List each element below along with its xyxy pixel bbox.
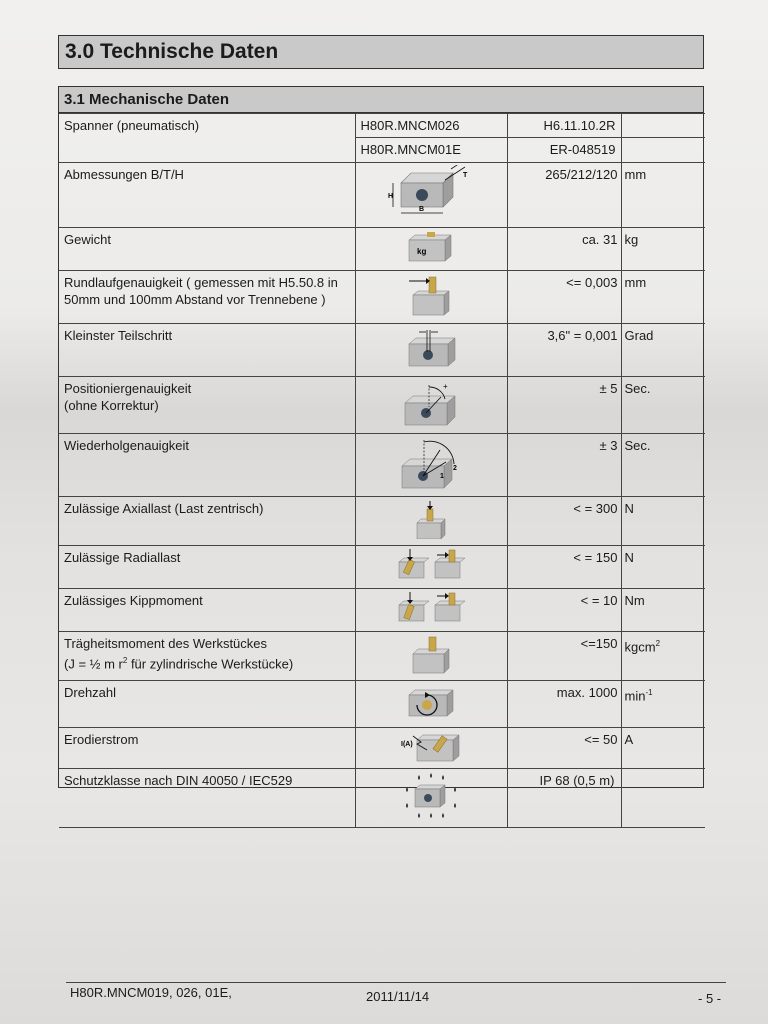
- spec-label: Zulässige Axiallast (Last zentrisch): [59, 497, 355, 546]
- spec-label: Positioniergenauigkeit (ohne Korrektur): [59, 377, 355, 434]
- header-row-1: [59, 114, 705, 138]
- subsection-title: 3.1 Mechanische Daten: [59, 87, 703, 113]
- spec-value: < = 300: [507, 497, 621, 546]
- spec-row: [59, 228, 705, 271]
- dim-h-label: H: [388, 193, 394, 200]
- spec-value: max. 1000: [507, 681, 621, 728]
- eroding-current-icon: [399, 730, 463, 762]
- page-number: - 5 -: [698, 991, 722, 1006]
- mechanical-data-table: [58, 86, 704, 788]
- spec-value: <=150: [507, 632, 621, 681]
- article-code: ER-048519: [507, 138, 621, 163]
- spec-row: [59, 589, 705, 632]
- spec-value: 3,6" = 0,001: [507, 324, 621, 377]
- spec-unit: mm: [621, 271, 705, 324]
- spec-label: Abmessungen B/T/H: [59, 163, 355, 228]
- spec-row: [59, 377, 705, 434]
- repeat-1-label: 1: [440, 473, 444, 480]
- protection-class-icon: [399, 771, 463, 821]
- spec-value: ± 3: [507, 434, 621, 497]
- spec-label: Kleinster Teilschritt: [59, 324, 355, 377]
- inertia-icon: [409, 634, 453, 674]
- spec-value: < = 10: [507, 589, 621, 632]
- section-title: 3.0 Technische Daten: [58, 35, 704, 69]
- model-number: H80R.MNCM01E: [355, 138, 507, 163]
- model-number: H80R.MNCM026: [355, 114, 507, 138]
- spec-label: Erodierstrom: [59, 728, 355, 769]
- spec-unit: A: [621, 728, 705, 769]
- spec-value: ± 5: [507, 377, 621, 434]
- spec-value: < = 150: [507, 546, 621, 589]
- spec-value: IP 68 (0,5 m): [507, 769, 621, 828]
- spec-label: Zulässige Radiallast: [59, 546, 355, 589]
- eroding-current-label: I(A): [401, 741, 413, 748]
- spec-unit: N: [621, 546, 705, 589]
- spec-unit: kgcm$^2$: [621, 632, 705, 681]
- spec-row: [59, 163, 705, 228]
- spec-label: Rundlaufgenauigkeit ( gemessen mit H5.50.8 in 50mm und 100mm Abstand vor Trennebene ): [59, 271, 355, 324]
- dim-b-label: B: [419, 206, 425, 213]
- spec-value: 265/212/120: [507, 163, 621, 228]
- spec-row: [59, 434, 705, 497]
- footer-date: 2011/11/14: [366, 989, 430, 1004]
- spec-label: Drehzahl: [59, 681, 355, 728]
- spec-label: Wiederholgenauigkeit: [59, 434, 355, 497]
- weight-icon: [401, 230, 461, 264]
- spec-row: [59, 632, 705, 681]
- spec-unit: kg: [621, 228, 705, 271]
- repeat-2-label: 2: [453, 465, 457, 472]
- spec-unit: Grad: [621, 324, 705, 377]
- dim-t-label: T: [463, 172, 468, 179]
- tilting-moment-icon: [395, 591, 467, 625]
- spec-unit: Sec.: [621, 377, 705, 434]
- spec-label: Schutzklasse nach DIN 40050 / IEC529: [59, 769, 355, 828]
- spec-row: [59, 546, 705, 589]
- spec-unit: Sec.: [621, 434, 705, 497]
- weight-kg-label: kg: [417, 247, 427, 256]
- clamp-type-label: Spanner (pneumatisch): [59, 114, 355, 163]
- spec-row: [59, 728, 705, 769]
- dimensions-icon: [381, 165, 481, 221]
- radial-load-icon: [395, 548, 467, 582]
- spec-label: Zulässiges Kippmoment: [59, 589, 355, 632]
- spec-row: [59, 681, 705, 728]
- page-footer: [66, 982, 726, 1013]
- runout-icon: [401, 273, 461, 317]
- spec-row: [59, 271, 705, 324]
- spec-label: Gewicht: [59, 228, 355, 271]
- footer-models: H80R.MNCM019, 026, 01E,: [70, 985, 232, 1000]
- spec-row: [59, 497, 705, 546]
- indexing-step-icon: [401, 326, 461, 370]
- spec-row: [59, 324, 705, 377]
- axial-load-icon: [411, 499, 451, 539]
- article-code: H6.11.10.2R: [507, 114, 621, 138]
- speed-icon: [403, 683, 459, 721]
- spec-row: [59, 769, 705, 828]
- spec-unit: Nm: [621, 589, 705, 632]
- spec-unit: mm: [621, 163, 705, 228]
- spec-unit: [621, 769, 705, 828]
- repeatability-icon: [396, 436, 466, 490]
- spec-value: <= 0,003: [507, 271, 621, 324]
- spec-unit: N: [621, 497, 705, 546]
- positioning-plus-label: +: [443, 382, 448, 391]
- spec-value: ca. 31: [507, 228, 621, 271]
- spec-value: <= 50: [507, 728, 621, 769]
- spec-unit: $\min^{-1}$: [621, 681, 705, 728]
- positioning-accuracy-icon: [399, 379, 463, 427]
- spec-label: Trägheitsmoment des Werkstückes (J = ½ m $r^2$ für zylindrische Werkstücke): [59, 632, 355, 681]
